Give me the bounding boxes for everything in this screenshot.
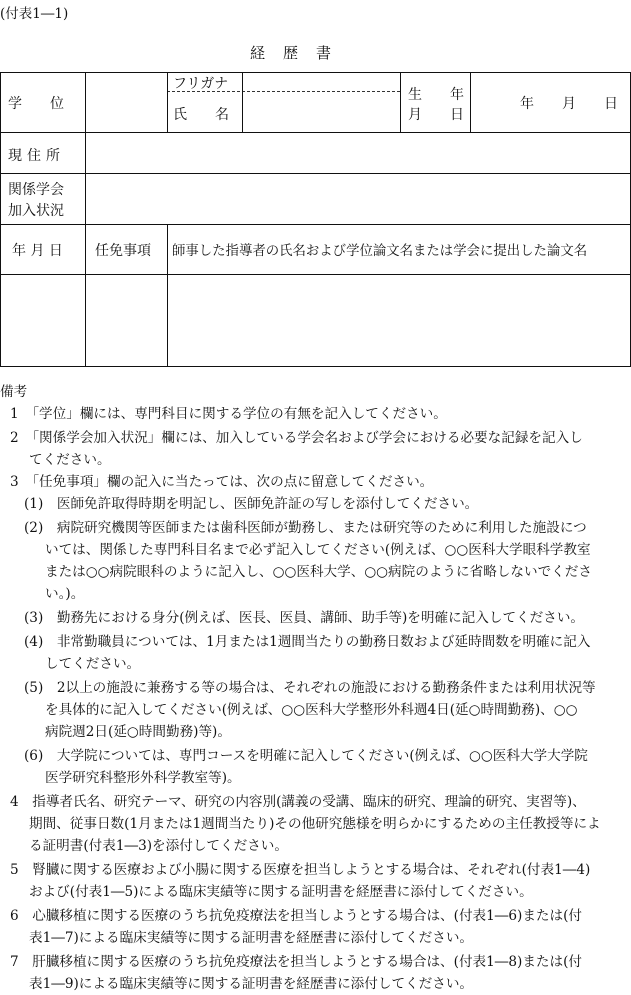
furigana-label: フリガナ: [173, 76, 229, 92]
note-line: (1) 医師免許取得時期を明記し、医師免許証の写しを添付してください。: [24, 496, 479, 512]
note-line: る証明書(付表1―3)を添付してください。: [29, 838, 288, 854]
note-line: 期間、従事日数(1月または1週間当たり)その他研究態様を明らかにするための主任教授等によ: [29, 816, 601, 832]
note-line: い。)。: [45, 586, 85, 602]
form-reference: (付表1―1): [0, 6, 69, 22]
form-title: 経歴書: [250, 44, 350, 62]
note-line: 表1―7)による臨床実績等に関する証明書を経歴書に添付してください。: [29, 930, 474, 946]
note-line: (3) 勤務先における身分(例えば、医長、医員、講師、助手等)を明確に記入してください。: [24, 610, 585, 626]
note-line: 病院週2日(延○時間勤務)等)。: [45, 724, 231, 740]
birth-date-value: 年 月 日: [520, 96, 618, 112]
degree-label: 学 位: [8, 96, 64, 112]
note-line: 4 指導者氏名、研究テーマ、研究の内容別(講義の受講、臨床的研究、理論的研究、実習等)、: [10, 794, 586, 810]
note-line: いては、関係した専門科目名まで必ず記入してください(例えば、○○医科大学眼科学教室: [45, 542, 591, 558]
name-label: 氏 名: [173, 107, 229, 123]
note-line: してください。: [45, 656, 141, 672]
column-appointment-header: 任免事項: [95, 243, 151, 259]
note-line: てください。: [29, 452, 111, 468]
note-line: 表1―9)による臨床実績等に関する証明書を経歴書に添付してください。: [29, 976, 474, 992]
birth-label-bottom: 月 日: [408, 107, 464, 123]
note-line: 6 心臓移植に関する医療のうち抗免疫療法を担当しようとする場合は、(付表1―6)または(付: [10, 908, 583, 924]
column-mentor-header: 師事した指導者の氏名および学位論文名または学会に提出した論文名: [172, 244, 588, 259]
society-label-line2: 加入状況: [8, 203, 64, 219]
note-line: (6) 大学院については、専門コースを明確に記入してください(例えば、○○医科大学大学院: [24, 748, 588, 764]
note-line: 7 肝臓移植に関する医療のうち抗免疫療法を担当しようとする場合は、(付表1―8)または(付: [10, 954, 583, 970]
note-line: 5 腎臓に関する医療および小腸に関する医療を担当しようとする場合は、それぞれ(付表1―4): [10, 862, 591, 878]
note-line: (5) 2以上の施設に兼務する等の場合は、それぞれの施設における勤務条件または利用状況等: [24, 680, 596, 696]
note-line: 2 「関係学会加入状況」欄には、加入している学会名および学会における必要な記録を記入し: [10, 430, 583, 446]
note-line: 3 「任免事項」欄の記入に当たっては、次の点に留意してください。: [10, 474, 434, 490]
society-label-line1: 関係学会: [8, 182, 64, 198]
note-line: (2) 病院研究機関等医師または歯科医師が勤務し、または研究等のために利用した施設につ: [24, 520, 587, 536]
column-date-header: 年 月 日: [12, 243, 63, 259]
note-line: (4) 非常勤職員については、1月または1週間当たりの勤務日数および延時間数を明確に記入: [24, 634, 591, 650]
note-line: 1 「学位」欄には、専門科目に関する学位の有無を記入してください。: [10, 406, 447, 422]
birth-label-top: 生 年: [408, 87, 464, 103]
note-line: および(付表1―5)による臨床実績等に関する証明書を経歴書に添付してください。: [29, 884, 533, 900]
note-line: または○○病院眼科のように記入し、○○医科大学、○○病院のように省略しないでくださ: [45, 564, 592, 580]
address-label: 現住所: [8, 148, 65, 164]
note-line: 医学研究科整形外科学教室等)。: [45, 770, 241, 786]
remarks-heading: 備考: [0, 384, 28, 400]
note-line: を具体的に記入してください(例えば、○○医科大学整形外科週4日(延○時間勤務)、○○: [45, 702, 578, 718]
